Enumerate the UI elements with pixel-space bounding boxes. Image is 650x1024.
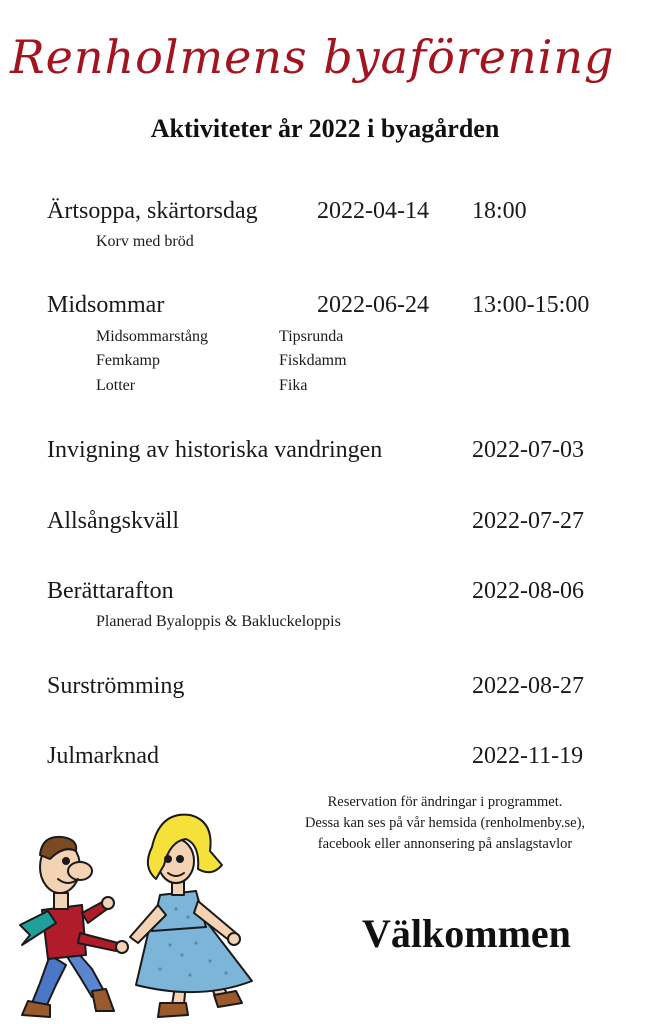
dancing-couple-illustration [0, 805, 260, 1020]
event-title-midsommar: Midsommar [47, 292, 165, 318]
event-date-allsangskvall: 2022-07-27 [472, 508, 584, 534]
event-detail-loppis: Planerad Byaloppis & Bakluckeloppis [96, 613, 341, 630]
event-title-surstromming: Surströmming [47, 673, 185, 699]
event-time-midsommar: 13:00-15:00 [472, 292, 590, 318]
event-time-artsoppa: 18:00 [472, 198, 527, 224]
event-title-invigning: Invigning av historiska vandringen [47, 437, 383, 463]
event-title-julmarknad: Julmarknad [47, 743, 159, 769]
welcome-text: Välkommen [362, 911, 571, 956]
event-date-berattarafton: 2022-08-06 [472, 578, 584, 604]
event-date-surstromming: 2022-08-27 [472, 673, 584, 699]
reservation-note [270, 792, 620, 855]
event-detail-lotter: Lotter [96, 377, 136, 394]
page-subtitle: Aktiviteter år 2022 i byagården [150, 114, 500, 143]
event-detail-midsommarstang: Midsommarstång [96, 328, 208, 345]
event-title-allsangskvall: Allsångskväll [47, 508, 179, 534]
note-line: facebook eller annonsering på anslagstavlor [317, 836, 573, 852]
event-title-artsoppa: Ärtsoppa, skärtorsdag [47, 198, 258, 224]
event-detail-fiskdamm: Fiskdamm [279, 352, 347, 369]
event-detail-korv: Korv med bröd [96, 233, 194, 250]
note-line: Dessa kan ses på vår hemsida (renholmenby.se), [304, 815, 586, 831]
event-date-invigning: 2022-07-03 [472, 437, 584, 463]
event-date-midsommar: 2022-06-24 [317, 292, 429, 318]
event-date-artsoppa: 2022-04-14 [317, 198, 429, 224]
brand-title: Renholmens byaförening [10, 30, 615, 84]
event-detail-tipsrunda: Tipsrunda [279, 328, 344, 345]
event-date-julmarknad: 2022-11-19 [472, 743, 584, 769]
event-detail-fika: Fika [279, 377, 308, 394]
event-detail-femkamp: Femkamp [96, 352, 160, 369]
note-line: Reservation för ändringar i programmet. [327, 794, 563, 810]
event-title-berattarafton: Berättarafton [47, 578, 174, 604]
